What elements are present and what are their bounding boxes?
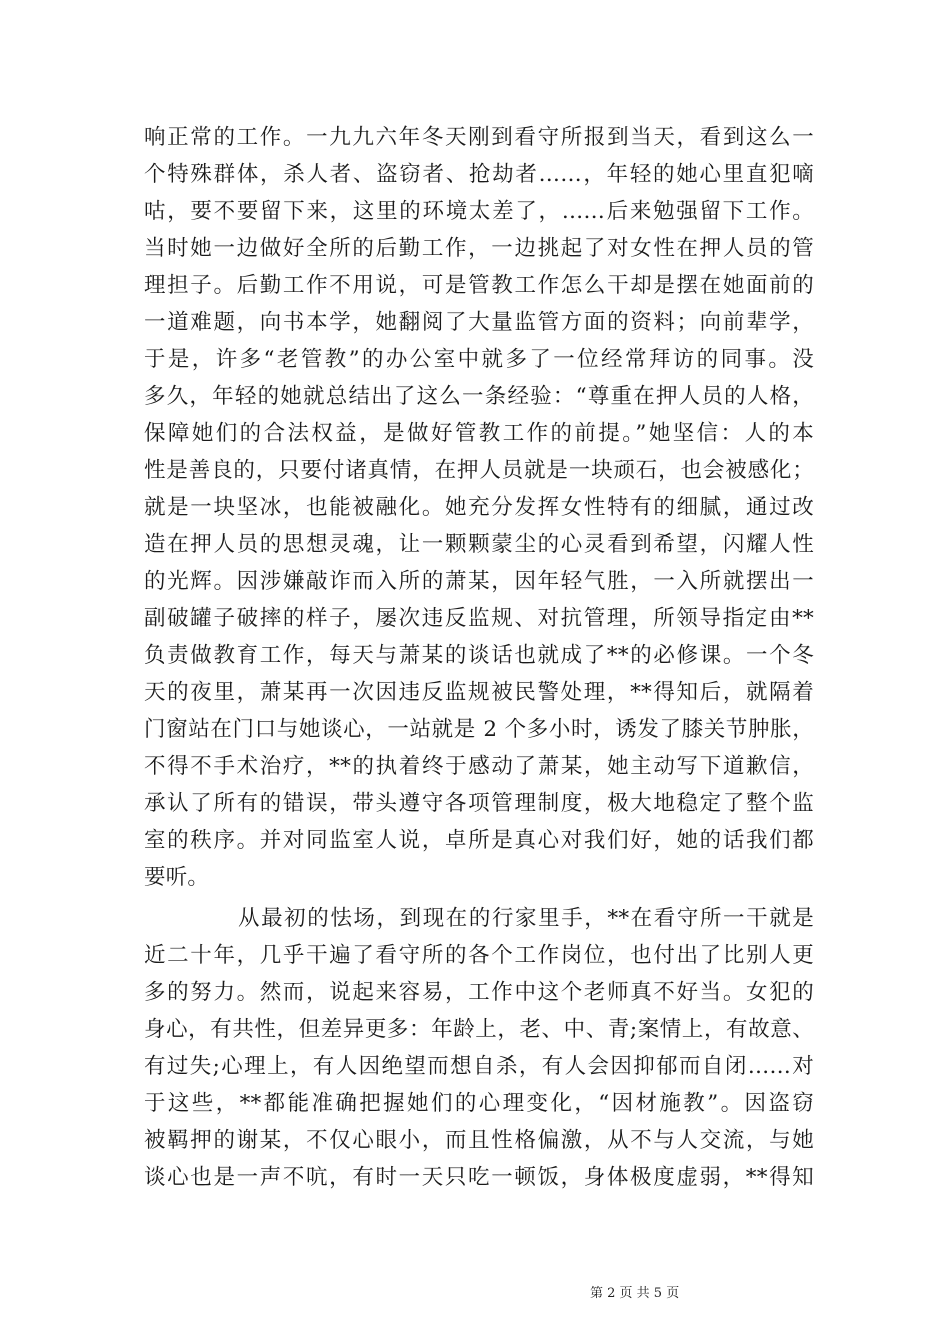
text-line: 副破罐子破摔的样子，屡次违反监规、对抗管理，所领导指定由** — [144, 606, 814, 631]
text-line: 的光辉。因涉嫌敲诈而入所的萧某，因年轻气胜，一入所就摆出一 — [144, 569, 814, 594]
text-line: 造在押人员的思想灵魂，让一颗颗蒙尘的心灵看到希望，闪耀人性 — [144, 532, 814, 557]
text-line: 有过失;心理上，有人因绝望而想自杀，有人会因抑郁而自闭……对 — [144, 1054, 814, 1079]
text-line: 响正常的工作。一九九六年冬天刚到看守所报到当天，看到这么一 — [144, 125, 814, 150]
text-line: 被羁押的谢某，不仅心眼小，而且性格偏激，从不与人交流，与她 — [144, 1128, 814, 1153]
text-line: 就是一块坚冰，也能被融化。她充分发挥女性特有的细腻，通过改 — [144, 495, 814, 520]
text-line: 性是善良的，只要付诸真情，在押人员就是一块顽石，也会被感化； — [144, 458, 814, 483]
text-line: 门窗站在门口与她谈心，一站就是 2 个多小时，诱发了膝关节肿胀， — [144, 717, 814, 742]
text-line: 于这些，**都能准确把握她们的心理变化，“因材施教”。因盗窃 — [144, 1091, 814, 1116]
text-line: 室的秩序。并对同监室人说，卓所是真心对我们好，她的话我们都 — [144, 828, 814, 853]
text-line: 天的夜里，萧某再一次因违反监规被民警处理，**得知后，就隔着 — [144, 680, 814, 705]
text-line: 要听。 — [144, 865, 210, 890]
text-line: 谈心也是一声不吭，有时一天只吃一顿饭，身体极度虚弱，**得知 — [144, 1165, 814, 1190]
text-line: 多的努力。然而，说起来容易，工作中这个老师真不好当。女犯的 — [144, 980, 814, 1005]
text-line: 多久，年轻的她就总结出了这么一条经验：“尊重在押人员的人格， — [144, 384, 814, 409]
text-line: 咕，要不要留下来，这里的环境太差了，……后来勉强留下工作。 — [144, 199, 814, 224]
text-line: 近二十年，几乎干遍了看守所的各个工作岗位，也付出了比别人更 — [144, 943, 814, 968]
text-line: 于是，许多“老管教”的办公室中就多了一位经常拜访的同事。没 — [144, 347, 814, 372]
text-line: 承认了所有的错误，带头遵守各项管理制度，极大地稳定了整个监 — [144, 791, 814, 816]
text-line: 当时她一边做好全所的后勤工作，一边挑起了对女性在押人员的管 — [144, 236, 814, 261]
text-line: 负责做教育工作，每天与萧某的谈话也就成了**的必修课。一个冬 — [144, 643, 814, 668]
text-line: 个特殊群体，杀人者、盗窃者、抢劫者……，年轻的她心里直犯嘀 — [144, 162, 814, 187]
paragraph-first-line: 从最初的怯场，到现在的行家里手，**在看守所一干就是 — [238, 906, 814, 931]
text-line: 身心，有共性，但差异更多：年龄上，老、中、青;案情上，有故意、 — [144, 1017, 814, 1042]
text-line: 理担子。后勤工作不用说，可是管教工作怎么干却是摆在她面前的 — [144, 273, 814, 298]
text-line: 保障她们的合法权益，是做好管教工作的前提。”她坚信：人的本 — [144, 421, 814, 446]
text-line: 不得不手术治疗，**的执着终于感动了萧某，她主动写下道歉信， — [144, 754, 814, 779]
text-line: 一道难题，向书本学，她翻阅了大量监管方面的资料；向前辈学， — [144, 310, 814, 335]
page-footer: 第 2 页 共 5 页 — [590, 1286, 680, 1301]
